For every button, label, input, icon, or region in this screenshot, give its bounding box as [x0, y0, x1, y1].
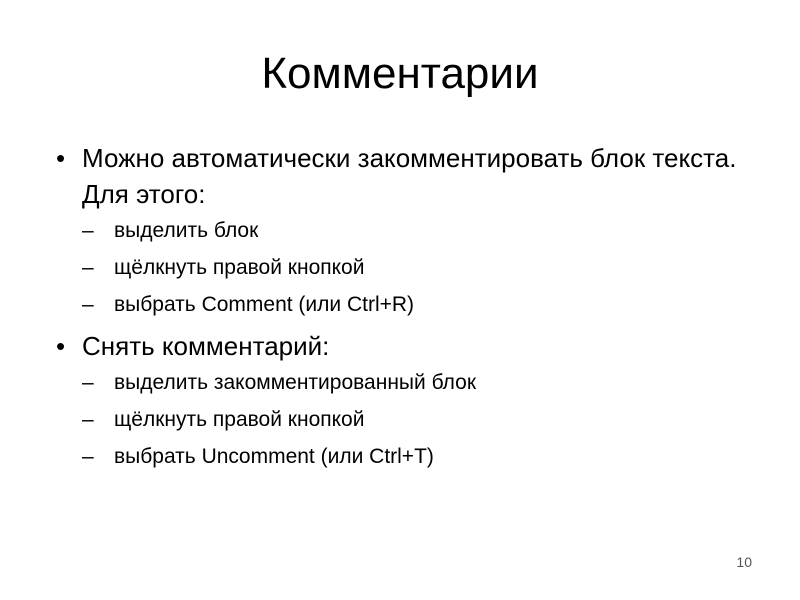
sub-item — [82, 290, 756, 320]
bullet-marker: • — [56, 331, 66, 361]
sub-item-text: выделить закомментированный блок — [114, 371, 477, 394]
sub-item-text: выделить блок — [114, 219, 259, 242]
sub-item — [82, 442, 756, 472]
sub-marker: – — [82, 293, 94, 316]
sub-marker: – — [82, 219, 94, 242]
bullet-list — [56, 140, 756, 480]
sub-item-text: щёлкнуть правой кнопкой — [114, 408, 365, 431]
sub-item — [82, 216, 756, 246]
sub-item-text: выбрать Comment (или Ctrl+R) — [114, 293, 415, 316]
sub-marker: – — [82, 408, 94, 431]
sub-marker: – — [82, 256, 94, 279]
sub-item — [82, 253, 756, 283]
bullet-text: Снять комментарий: — [82, 331, 330, 361]
bullet-marker: • — [56, 143, 66, 173]
sub-item — [82, 368, 756, 398]
bullet-text: Можно автоматически закомментировать блок текста. Для этого: — [82, 143, 737, 209]
sub-list — [82, 216, 756, 320]
sub-marker: – — [82, 371, 94, 394]
page-number: 10 — [736, 554, 752, 570]
sub-list — [82, 368, 756, 472]
sub-marker: – — [82, 445, 94, 468]
sub-item-text: щёлкнуть правой кнопкой — [114, 256, 365, 279]
bullet-item-auto-comment — [56, 140, 756, 320]
sub-item — [82, 405, 756, 435]
bullet-item-remove-comment — [56, 328, 756, 472]
sub-item-text: выбрать Uncomment (или Ctrl+T) — [114, 445, 434, 468]
slide-title: Комментарии — [261, 49, 539, 98]
